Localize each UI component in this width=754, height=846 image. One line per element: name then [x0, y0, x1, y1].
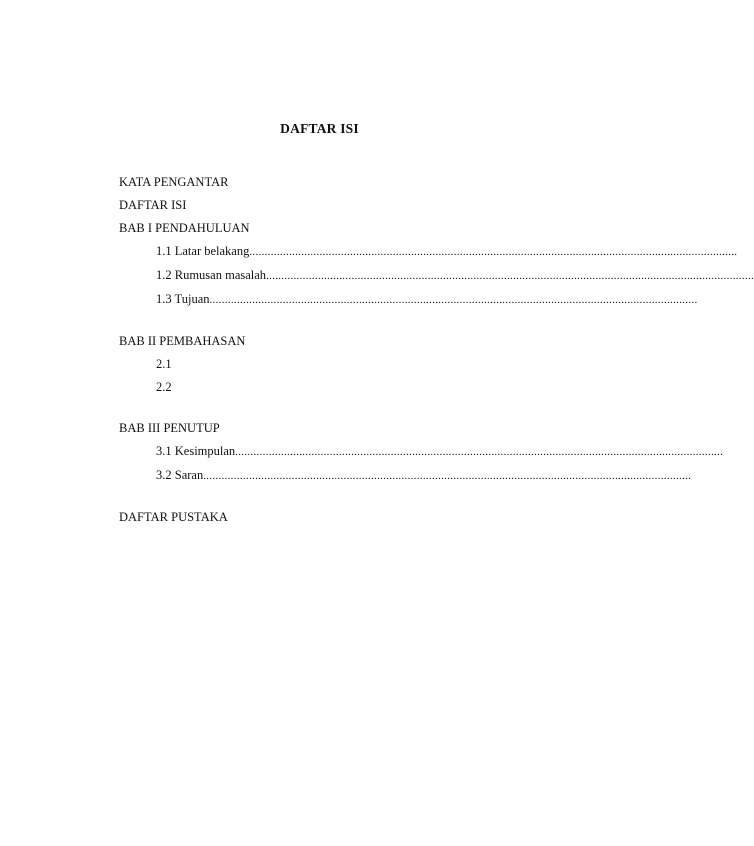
toc-entry-latar-belakang: [156, 240, 738, 264]
toc-entry-2-2: [156, 376, 504, 399]
dot-leader: ................................................................................................................................................................: [235, 446, 724, 458]
toc-entry-label: 3.2 Saran: [156, 468, 204, 482]
toc-heading-bab-3: BAB III PENUTUP: [119, 421, 220, 435]
dot-leader: ................................................................................................................................................................: [249, 246, 738, 258]
toc-entry-label: 1.3 Tujuan: [156, 292, 210, 306]
toc-heading-bab-1: BAB I PENDAHULUAN: [119, 221, 250, 235]
section-gap: [119, 312, 519, 330]
toc-heading-daftar-pustaka: DAFTAR PUSTAKA: [119, 510, 228, 524]
toc-entry-tujuan: [156, 288, 698, 312]
toc-entry-label: 1.1 Latar belakang: [156, 244, 250, 258]
toc-entry-label: 1.2 Rumusan masalah: [156, 268, 267, 282]
section-gap: [119, 399, 519, 417]
toc-entry-label: 2.1: [156, 357, 172, 371]
toc-heading-kata-pengantar: KATA PENGANTAR: [119, 175, 229, 189]
dot-leader: ................................................................................................................................................................: [266, 270, 754, 282]
section-gap: [119, 488, 519, 506]
toc-entry-saran: [156, 464, 692, 488]
toc-heading-daftar-isi: DAFTAR ISI: [119, 198, 187, 212]
toc-entry-kesimpulan: [156, 440, 724, 464]
toc-entry-label: 3.1 Kesimpulan: [156, 444, 236, 458]
dot-leader: ................................................................................................................................................................: [203, 470, 692, 482]
toc-heading-bab-2: BAB II PEMBAHASAN: [119, 334, 246, 348]
dot-leader: ................................................................................................................................................................: [209, 294, 698, 306]
toc-entry-2-1: [156, 353, 504, 376]
toc-entry-label: 2.2: [156, 380, 172, 394]
page-title: DAFTAR ISI: [280, 121, 359, 136]
table-of-contents: [119, 171, 754, 529]
toc-entry-rumusan-masalah: [156, 264, 754, 288]
